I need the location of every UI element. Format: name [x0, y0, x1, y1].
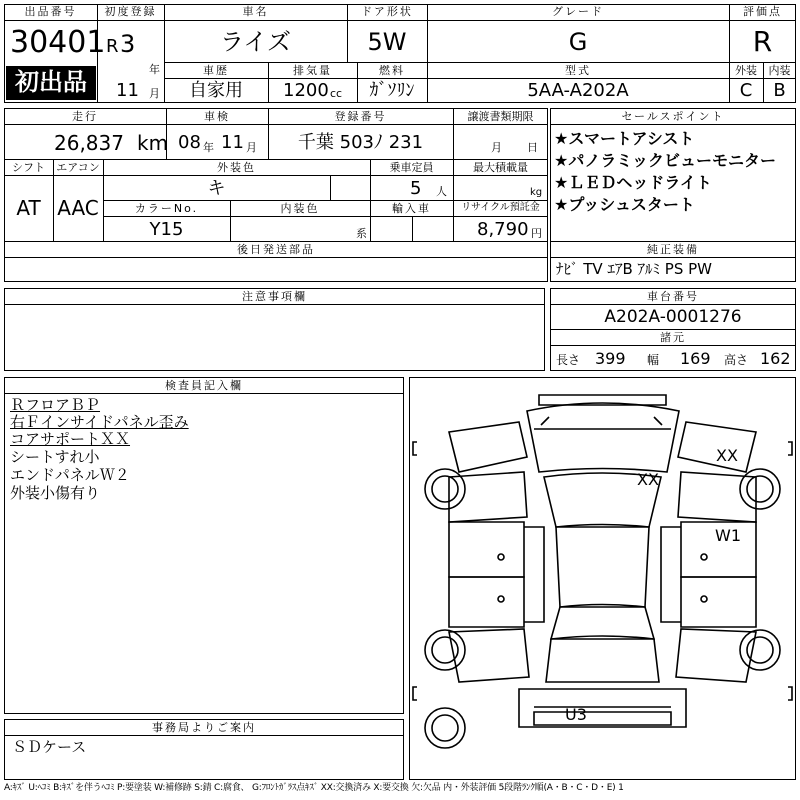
load-label: 最大積載量 — [473, 161, 528, 174]
inspection-month: 11 — [221, 132, 244, 153]
color-label: 外装色 — [217, 161, 256, 174]
inspector-line-5: エンドパネルＷ２ — [10, 466, 130, 484]
int-grade-label: 内装 — [768, 64, 791, 77]
cc-unit: cc — [330, 87, 343, 100]
car-name: ライズ — [219, 28, 292, 56]
office-label: 事務局よりご案内 — [152, 721, 256, 734]
sales-point-3: ★ＬＥＤヘッドライト — [554, 173, 712, 192]
car-diagram — [409, 377, 796, 780]
dims-label: 諸元 — [660, 331, 686, 344]
length-label: 長さ — [556, 353, 581, 367]
shift: AT — [16, 196, 41, 220]
door-type: 5W — [367, 28, 407, 56]
inspection-year: 08 — [178, 132, 201, 153]
height-label: 高さ — [724, 353, 749, 367]
sales-point-4: ★プッシュスタート — [554, 195, 695, 214]
inspection-label: 車検 — [204, 110, 230, 123]
sales-points-label: セールスポイント — [621, 110, 725, 123]
capacity-label: 乗車定員 — [389, 161, 434, 174]
plate: 千葉 503ﾉ 231 — [297, 132, 424, 153]
name-label: 車名 — [242, 5, 269, 18]
displacement: 1200 — [283, 80, 329, 101]
office-text: ＳＤケース — [12, 738, 87, 756]
history-label: 車歴 — [203, 64, 229, 77]
notes-label: 注意事項欄 — [242, 290, 307, 303]
color-no: Y15 — [149, 219, 184, 240]
ac: AAC — [57, 196, 99, 220]
yen-unit: 円 — [531, 227, 542, 240]
capacity-unit: 人 — [436, 185, 447, 198]
mileage: 26,837 — [54, 131, 124, 155]
int-color-unit: 系 — [356, 227, 367, 240]
ext-grade: C — [739, 80, 753, 101]
model: 5AA-A202A — [527, 80, 629, 101]
fuel-label: 燃料 — [379, 64, 405, 77]
history: 自家用 — [189, 80, 243, 101]
chassis-number: A202A-0001276 — [604, 307, 742, 327]
import-label: 輸入車 — [392, 202, 431, 215]
lot-no: 30401 — [10, 25, 106, 60]
inspector-line-3: コアサポートＸＸ — [10, 430, 131, 448]
mileage-label: 走行 — [72, 110, 98, 123]
displacement-label: 排気量 — [293, 64, 332, 77]
inspector-line-2: 右Ｆインサイドパネル歪み — [10, 413, 189, 431]
equipment-value: ﾅﾋﾞ TV ｴｱB ｱﾙﾐ PS PW — [556, 260, 712, 278]
km-unit: km — [137, 131, 169, 155]
equipment-label: 純正装備 — [647, 243, 699, 256]
first-listing-text: 初出品 — [15, 68, 87, 96]
length: 399 — [595, 349, 626, 368]
diagram-mark-front-right: XX — [716, 446, 738, 465]
door-label: ドア形状 — [361, 5, 413, 18]
transfer-label: 譲渡書類期限 — [467, 110, 534, 123]
recycle-fee: 8,790 — [477, 219, 529, 240]
ac-label: エアコン — [56, 161, 100, 174]
reg-label: 初度登録 — [104, 5, 157, 18]
month-unit: 月 — [149, 87, 160, 100]
lot-no-label: 出品番号 — [24, 5, 77, 18]
capacity: 5 — [410, 178, 422, 199]
sales-point-2: ★パノラミックビューモニター — [554, 151, 777, 170]
reg-month: 11 — [116, 80, 139, 101]
exterior-color: キ — [207, 178, 226, 199]
transfer-day-unit: 日 — [527, 141, 538, 154]
fuel: ｶﾞｿﾘﾝ — [369, 80, 415, 101]
plate-label: 登録番号 — [334, 110, 387, 123]
width: 169 — [680, 349, 711, 368]
score: R — [752, 25, 773, 58]
inspector-line-1: ＲフロアＢＰ — [10, 396, 101, 414]
reg-year: 3 — [120, 30, 136, 58]
int-grade: B — [773, 80, 786, 101]
inspector-line-4: シートすれ小 — [10, 448, 100, 466]
color-no-label: カラーNo. — [134, 202, 199, 215]
int-color-label: 内装色 — [280, 202, 320, 215]
inspector-label: 検査員記入欄 — [165, 379, 243, 392]
transfer-month-unit: 月 — [491, 141, 502, 154]
diagram-mark-hood: XX — [637, 470, 659, 489]
height: 162 — [760, 349, 791, 368]
legend: A:ｷｽﾞ U:ﾍｺﾐ B:ｷｽﾞを伴うﾍｺﾐ P:要塗装 W:補修跡 S:錆 C:腐食、 G:ﾌﾛﾝﾄｶﾞﾗｽ点ｷｽﾞ XX:交換済み X:要交換 欠:欠品 内・外装評価 5段階ﾗﾝｸ順(A・B・C・D・E) 1 — [4, 783, 624, 793]
ext-grade-label: 外装 — [735, 64, 757, 77]
sales-point-1: ★スマートアシスト — [554, 129, 695, 148]
shift-label: シフト — [12, 161, 45, 174]
later-parts-label: 後日発送部品 — [237, 243, 315, 256]
recycle-label: リサイクル預託金 — [461, 202, 540, 213]
inspection-month-unit: 月 — [246, 141, 257, 154]
grade: G — [568, 28, 588, 56]
chassis-label: 車台番号 — [647, 290, 699, 303]
inspector-line-6: 外装小傷有り — [10, 484, 101, 502]
grade-label: グレード — [552, 5, 604, 18]
diagram-mark-rear-panel: U3 — [565, 705, 587, 724]
load-unit: kg — [530, 187, 543, 198]
model-label: 型式 — [565, 64, 591, 77]
reg-era: R — [106, 36, 119, 57]
diagram-mark-right-door: W1 — [715, 526, 741, 545]
score-label: 評価点 — [743, 5, 782, 18]
year-unit: 年 — [149, 63, 160, 76]
width-label: 幅 — [647, 353, 660, 367]
inspection-year-unit: 年 — [203, 141, 214, 154]
